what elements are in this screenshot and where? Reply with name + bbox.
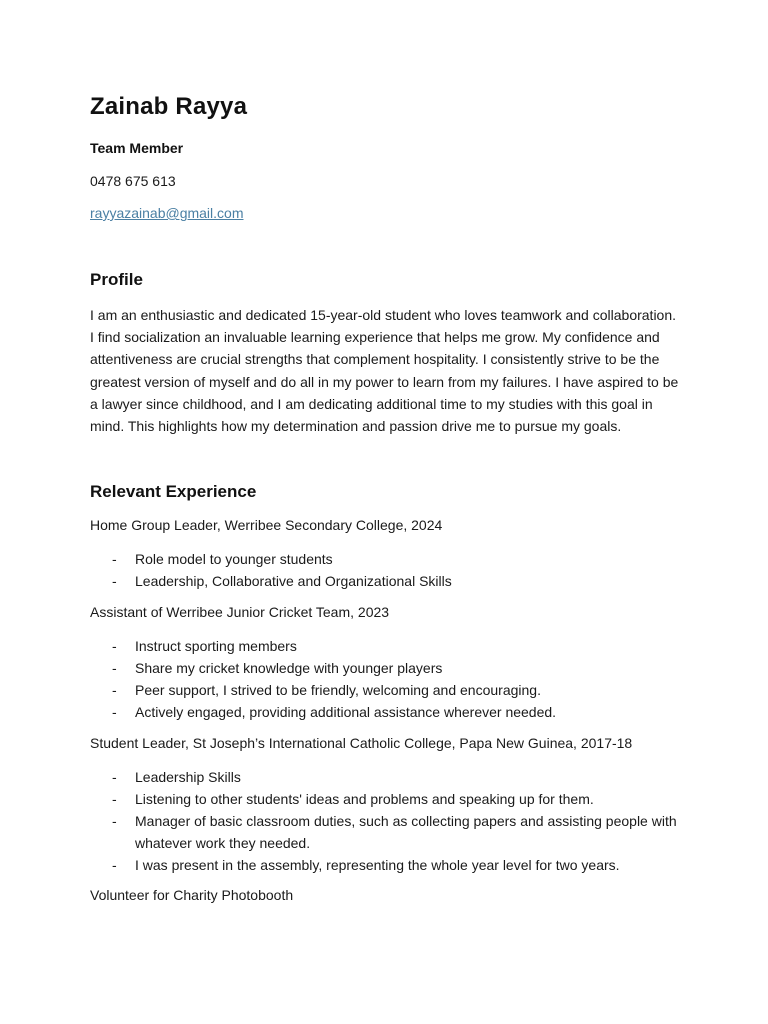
bullet-item: - Leadership Skills <box>112 766 692 788</box>
experience-bullet-list <box>112 548 692 592</box>
experience-bullet-list <box>112 766 692 876</box>
bullet-item: - Leadership, Collaborative and Organizational Skills <box>112 570 692 592</box>
experience-entry-heading: Assistant of Werribee Junior Cricket Team, 2023 <box>90 604 390 620</box>
email-link[interactable]: rayyazainab@gmail.com <box>90 205 244 221</box>
job-role: Team Member <box>90 140 184 156</box>
candidate-name: Zainab Rayya <box>90 93 248 120</box>
bullet-item: - Role model to younger students <box>112 548 692 570</box>
profile-heading: Profile <box>90 270 143 289</box>
experience-entry-heading: Student Leader, St Joseph’s International Catholic College, Papa New Guinea, 2017-18 <box>90 735 633 751</box>
profile-text: I am an enthusiastic and dedicated 15-year-old student who loves teamwork and collaboration. I find socialization an invaluable learning experience that helps me grow. My confidence and attentiveness are crucial strengths that complement hospitality. I consistently strive to be the greatest version of myself and do all in my power to learn from my failures. I have aspired to be a lawyer since childhood, and I am dedicating additional time to my studies with this goal in mind. This highlights how my determination and passion drive me to pursue my goals. <box>90 307 679 435</box>
bullet-item: - Listening to other students' ideas and problems and speaking up for them. <box>112 788 692 810</box>
bullet-item: - Actively engaged, providing additional assistance wherever needed. <box>112 701 692 723</box>
bullet-item: - Share my cricket knowledge with younger players <box>112 657 692 679</box>
experience-entry-heading: Volunteer for Charity Photobooth <box>90 887 294 903</box>
bullet-item: - Manager of basic classroom duties, such as collecting papers and assisting people with whatever work they needed. <box>112 810 692 854</box>
phone-number: 0478 675 613 <box>90 173 176 189</box>
experience-heading: Relevant Experience <box>90 482 257 501</box>
bullet-item: - Peer support, I strived to be friendly, welcoming and encouraging. <box>112 679 692 701</box>
bullet-item: - I was present in the assembly, representing the whole year level for two years. <box>112 854 692 876</box>
bullet-item: - Instruct sporting members <box>112 635 692 657</box>
experience-entry-heading: Home Group Leader, Werribee Secondary College, 2024 <box>90 517 443 533</box>
experience-bullet-list <box>112 635 692 723</box>
